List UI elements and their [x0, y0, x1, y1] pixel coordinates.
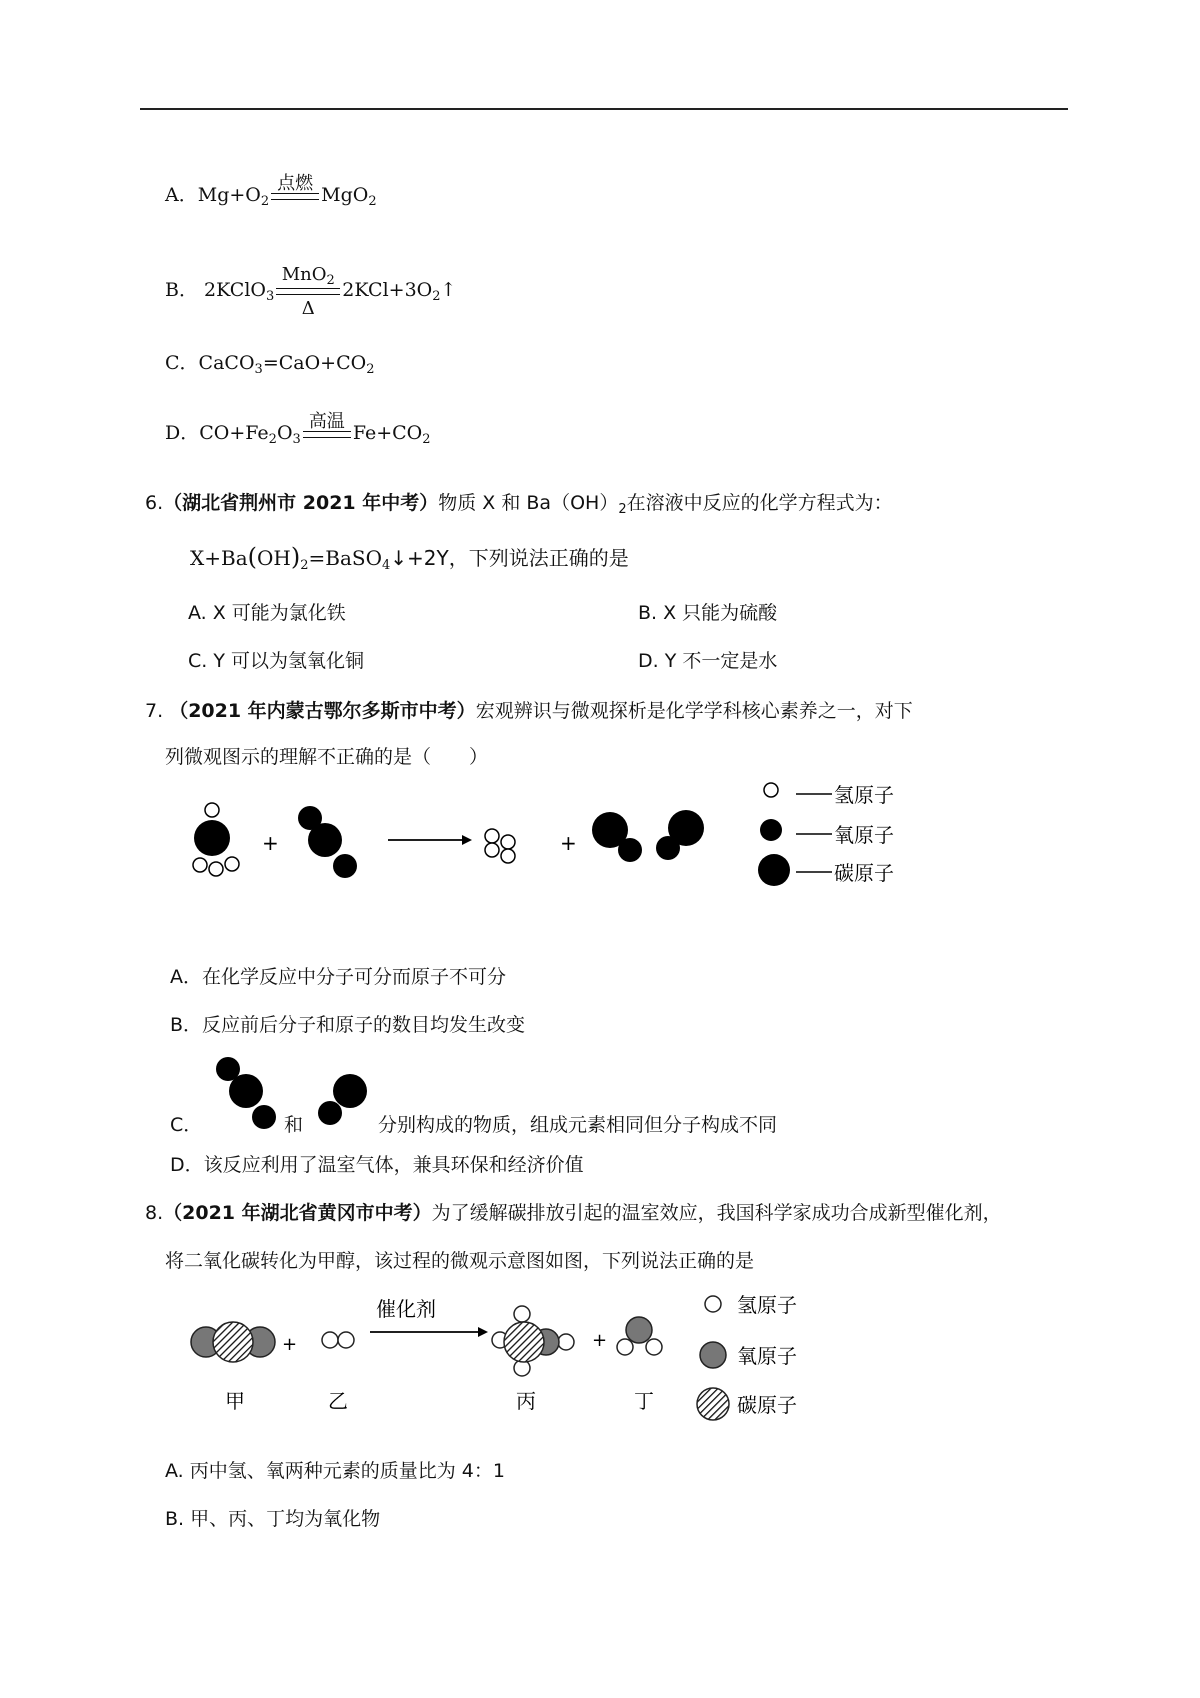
plus-sign: + — [560, 831, 577, 855]
q8-stem-line2: 将二氧化碳转化为甲醇，该过程的微观示意图如图，下列说法正确的是 — [165, 1250, 755, 1272]
q7-option-c-and: 和 — [284, 1114, 304, 1136]
condition-bottom: Δ — [301, 297, 315, 319]
methanol-molecule — [492, 1306, 574, 1376]
label-yi: 乙 — [328, 1389, 348, 1413]
plus-sign: + — [592, 1330, 608, 1351]
q7-option-d: D．该反应利用了温室气体，兼具环保和经济价值 — [170, 1154, 584, 1176]
carbon-dioxide-molecule — [298, 806, 357, 878]
hydrogen-molecule — [322, 1332, 354, 1348]
legend-oxygen: 氧原子 — [737, 1344, 797, 1368]
label-jia: 甲 — [225, 1389, 245, 1413]
condition-top: 点燃 — [277, 172, 314, 194]
q7-option-c-label: C． — [170, 1114, 203, 1136]
plus-sign: + — [262, 831, 279, 855]
q6-option-a: A. X 可能为氯化铁 — [188, 602, 346, 624]
q6-option-c: C. Y 可以为氢氧化铜 — [188, 650, 365, 672]
q6-option-b: B. X 只能为硫酸 — [638, 602, 778, 624]
hydrogen-molecules — [485, 829, 515, 863]
label-ding: 丁 — [634, 1389, 654, 1413]
q6-equation: $X+Ba(OH)_2=BaSO_4↓+2Y$，下列说法正确的是 — [190, 543, 629, 573]
carbon-monoxide-molecules — [592, 810, 704, 862]
water-molecule — [617, 1317, 662, 1355]
methane-molecule — [193, 803, 239, 876]
legend-hydrogen: 氢原子 — [737, 1293, 797, 1317]
q6-stem: 6.（湖北省荆州市 2021 年中考）物质 X 和 $Ba(OH)_2$在溶液中反应的化学方程式为： — [145, 492, 893, 517]
atom-legend — [697, 1293, 797, 1420]
q7-option-c-text: 分别构成的物质，组成元素相同但分子构成不同 — [378, 1114, 778, 1136]
q5-option-a: A．$Mg+O_2$ 点燃 MgO$_2$ — [165, 180, 377, 209]
q7-reaction-diagram — [170, 780, 930, 910]
q8-option-b: B. 甲、丙、丁均为氧化物 — [165, 1508, 381, 1530]
q5-option-c: C．$CaCO_3=CaO+CO_2$ — [165, 352, 375, 377]
q5-option-d: D．$CO+Fe_2O_3$ 高温 $Fe+CO_2$ — [165, 418, 431, 447]
legend-hydrogen: 氢原子 — [834, 783, 894, 807]
q6-option-d: D. Y 不一定是水 — [638, 650, 778, 672]
label-bing: 丙 — [516, 1389, 536, 1413]
plus-sign: + — [282, 1334, 298, 1355]
legend-carbon: 碳原子 — [834, 861, 894, 885]
q8-option-a: A. 丙中氢、氧两种元素的质量比为 4：1 — [165, 1460, 505, 1482]
atom-legend — [758, 783, 894, 886]
q7-stem: 7. （2021 年内蒙古鄂尔多斯市中考）宏观辨识与微观探析是化学学科核心素养之一，对下 — [145, 700, 913, 722]
catalyst-label: 催化剂 — [376, 1297, 436, 1321]
condition-top: 高温 — [308, 410, 345, 432]
q7-option-b: B．反应前后分子和原子的数目均发生改变 — [170, 1014, 526, 1036]
q8-reaction-diagram — [180, 1282, 900, 1422]
carbon-dioxide-molecule — [216, 1057, 276, 1129]
q7-option-a: A．在化学反应中分子可分而原子不可分 — [170, 966, 507, 988]
carbon-dioxide-molecule — [191, 1322, 275, 1362]
legend-oxygen: 氧原子 — [834, 823, 894, 847]
q8-stem: 8.（2021 年湖北省黄冈市中考）为了缓解碳排放引起的温室效应，我国科学家成功合成新型催化剂， — [145, 1202, 1002, 1224]
carbon-monoxide-molecule — [318, 1074, 367, 1125]
header-rule — [140, 108, 1068, 110]
condition-top: MnO$_2$ — [281, 263, 335, 288]
legend-carbon: 碳原子 — [737, 1393, 797, 1417]
q7-stem-line2: 列微观图示的理解不正确的是（ ） — [165, 746, 489, 768]
q5-option-b: B． 2KClO$_3$ MnO$_2$ Δ $2KCl+3O_2↑$ — [165, 263, 457, 319]
